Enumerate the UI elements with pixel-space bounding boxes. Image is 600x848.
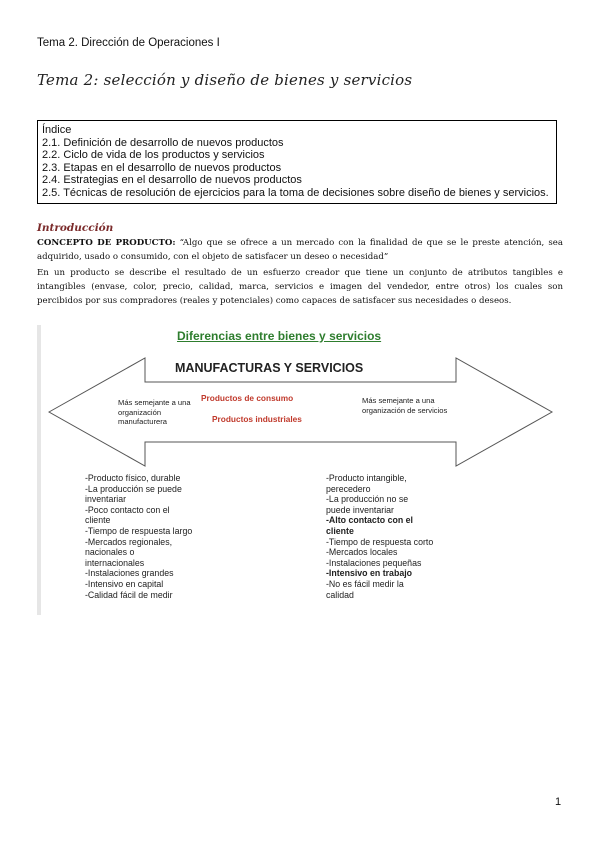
page-title: Tema 2: selección y diseño de bienes y servicios: [37, 71, 413, 89]
industrial-products-label: Productos industriales: [212, 414, 302, 424]
list-item: inventariar: [85, 494, 127, 505]
intro-heading: Introducción: [37, 222, 114, 234]
list-item: -Calidad fácil de medir: [85, 589, 173, 600]
goods-vs-services-figure: [37, 325, 560, 615]
list-item: -Producto intangible,: [326, 473, 407, 483]
toc-item: 2.1. Definición de desarrollo de nuevos productos: [42, 136, 284, 149]
list-item: puede inventariar: [326, 504, 394, 515]
list-item: nacionales o: [85, 547, 135, 558]
services-side-label: Más semejante a una organización de servicios: [362, 396, 448, 415]
description-paragraph: En un producto se describe el resultado de un esfuerzo creador que tiene un conjunto de atributos tangibles e intangibles (envase, color, precio, calidad, marca, servicios e imagen del vendedor, entre otros) los cuales son percibidos por sus compradores (reales y potenciales) como capaces de satisfacer sus necesidades o deseos.: [37, 268, 563, 306]
list-item: -Poco contacto con el: [85, 504, 170, 515]
list-item: -Alto contacto con el: [326, 515, 413, 526]
list-item: -Instalaciones grandes: [85, 568, 174, 579]
figure-title: Diferencias entre bienes y servicios: [177, 329, 382, 343]
toc-item: 2.3. Etapas en el desarrollo de nuevos productos: [42, 161, 282, 174]
goods-characteristics-list: [85, 473, 235, 600]
concept-label: CONCEPTO DE PRODUCTO:: [37, 238, 176, 248]
list-item: -Producto físico, durable: [85, 473, 181, 483]
services-characteristics-list: [326, 473, 476, 600]
list-item: -Mercados locales: [326, 547, 398, 558]
list-item: perecedero: [326, 483, 371, 494]
list-item: cliente: [326, 525, 354, 536]
concept-text: “Algo que se ofrece a un mercado con la finalidad de que se le preste atención, sea adquirido, usado o consumido, con el objeto de satisfacer un deseo o necesidad”: [37, 238, 563, 262]
list-item: -Tiempo de respuesta largo: [85, 525, 193, 536]
list-item: -La producción no se: [326, 494, 409, 505]
concept-paragraph: [37, 236, 563, 264]
toc-item: 2.5. Técnicas de resolución de ejercicios para la toma de decisiones sobre diseño de bienes y servicios.: [42, 186, 549, 199]
list-item: -Mercados regionales,: [85, 536, 173, 547]
list-item: calidad: [326, 589, 354, 600]
list-item: -No es fácil medir la: [326, 578, 404, 589]
list-item: -La producción se puede: [85, 483, 182, 494]
list-item: cliente: [85, 515, 111, 526]
list-item: -Tiempo de respuesta corto: [326, 536, 434, 547]
table-of-contents: [37, 120, 557, 204]
page-number: 1: [555, 796, 562, 808]
document-header: Tema 2. Dirección de Operaciones I: [37, 37, 220, 49]
manufacturing-side-label: Más semejante a una organización manufacturera: [118, 398, 191, 426]
toc-heading: Índice: [42, 124, 72, 136]
list-item: -Intensivo en trabajo: [326, 568, 413, 579]
toc-item: 2.4. Estrategias en el desarrollo de nuevos productos: [42, 174, 302, 187]
list-item: internacionales: [85, 557, 145, 568]
toc-item: 2.2. Ciclo de vida de los productos y servicios: [42, 149, 265, 162]
consumer-products-label: Productos de consumo: [201, 393, 294, 403]
arrow-label: MANUFACTURAS Y SERVICIOS: [175, 361, 364, 375]
list-item: -Intensivo en capital: [85, 578, 164, 589]
list-item: -Instalaciones pequeñas: [326, 557, 422, 568]
